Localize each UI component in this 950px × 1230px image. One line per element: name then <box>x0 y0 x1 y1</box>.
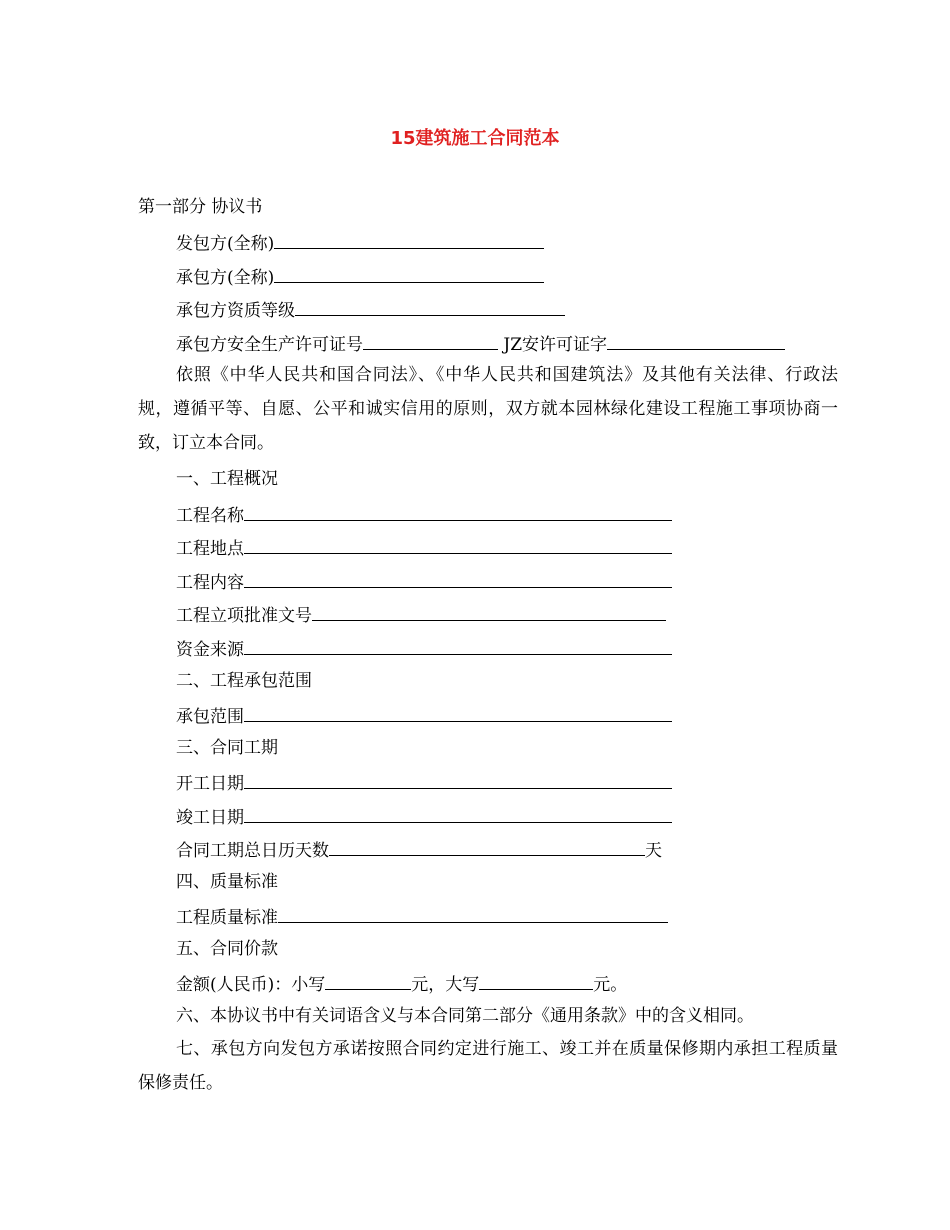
project-approval-line <box>176 602 666 627</box>
amount-end-label: 元。 <box>593 975 628 995</box>
section-1-heading: 一、工程概况 <box>176 469 278 489</box>
days-unit: 天 <box>645 841 662 861</box>
amount-words-blank[interactable] <box>479 971 593 990</box>
project-location-label: 工程地点 <box>176 539 244 559</box>
project-name-line <box>176 502 672 527</box>
contractor-label: 承包方(全称) <box>176 268 275 288</box>
contract-amount-line <box>176 971 627 996</box>
total-days-label: 合同工期总日历天数 <box>176 841 329 861</box>
safety-license-line <box>176 331 785 356</box>
safety-license-label: 承包方安全生产许可证号 <box>176 335 363 355</box>
quality-standard-label: 工程质量标准 <box>176 908 278 928</box>
project-approval-blank[interactable] <box>312 602 666 621</box>
jz-license-blank[interactable] <box>607 331 785 350</box>
start-date-line <box>176 770 672 795</box>
section-3-heading: 三、合同工期 <box>176 738 278 758</box>
start-date-blank[interactable] <box>244 770 672 789</box>
project-name-blank[interactable] <box>244 502 672 521</box>
project-location-blank[interactable] <box>244 535 672 554</box>
amount-figures-blank[interactable] <box>325 971 411 990</box>
intro-paragraph: 依照《中华人民共和国合同法》、《中华人民共和国建筑法》及其他有关法律、行政法规，遵循平等、自愿、公平和诚实信用的原则，双方就本园林绿化建设工程施工事项协商一致，订立本合同。 <box>138 365 838 453</box>
part-heading: 第一部分 协议书 <box>138 197 263 217</box>
section-6-text: 六、本协议书中有关词语含义与本合同第二部分《通用条款》中的含义相同。 <box>176 1006 754 1026</box>
employer-blank[interactable] <box>274 230 544 249</box>
funding-source-line <box>176 636 672 661</box>
total-days-line <box>176 837 662 862</box>
project-content-line <box>176 569 672 594</box>
employer-label: 发包方(全称) <box>176 234 275 254</box>
section-2-heading: 二、工程承包范围 <box>176 671 312 691</box>
section-5-heading: 五、合同价款 <box>176 939 278 959</box>
qualification-blank[interactable] <box>295 297 565 316</box>
quality-standard-line <box>176 904 668 929</box>
end-date-label: 竣工日期 <box>176 808 244 828</box>
scope-line <box>176 703 672 728</box>
scope-blank[interactable] <box>244 703 672 722</box>
project-location-line <box>176 535 672 560</box>
employer-line <box>176 230 544 255</box>
total-days-blank[interactable] <box>329 837 645 856</box>
start-date-label: 开工日期 <box>176 774 244 794</box>
funding-source-blank[interactable] <box>244 636 672 655</box>
amount-words-label: 元，大写 <box>411 975 480 995</box>
scope-label: 承包范围 <box>176 707 244 727</box>
safety-license-blank[interactable] <box>363 331 498 350</box>
qualification-label: 承包方资质等级 <box>176 301 295 321</box>
amount-figures-label: 金额(人民币)：小写 <box>176 975 326 995</box>
jz-license-label: JZ安许可证字 <box>503 335 608 355</box>
contractor-line <box>176 264 544 289</box>
contractor-blank[interactable] <box>274 264 544 283</box>
document-title: 15建筑施工合同范本 <box>390 128 560 149</box>
project-content-label: 工程内容 <box>176 573 244 593</box>
quality-standard-blank[interactable] <box>278 904 668 923</box>
project-content-blank[interactable] <box>244 569 672 588</box>
end-date-line <box>176 804 672 829</box>
funding-source-label: 资金来源 <box>176 640 244 660</box>
end-date-blank[interactable] <box>244 804 672 823</box>
project-name-label: 工程名称 <box>176 506 244 526</box>
section-4-heading: 四、质量标准 <box>176 872 278 892</box>
qualification-line <box>176 297 565 322</box>
section-7-text: 七、承包方向发包方承诺按照合同约定进行施工、竣工并在质量保修期内承担工程质量保修责任。 <box>138 1039 838 1093</box>
project-approval-label: 工程立项批准文号 <box>176 606 312 626</box>
